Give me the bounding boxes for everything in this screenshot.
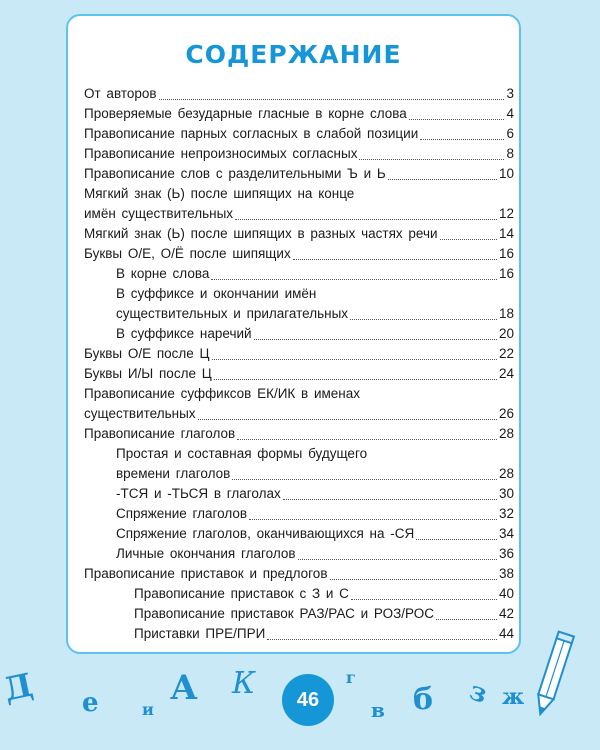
dot-leader	[293, 259, 497, 260]
dot-leader	[440, 239, 497, 240]
dot-leader	[212, 359, 497, 360]
decor-letter: г	[346, 668, 356, 687]
toc-entry-page: 16	[498, 266, 514, 281]
table-of-contents	[84, 84, 514, 644]
decor-letter: Д	[0, 665, 37, 709]
toc-entry-title: Правописание непроизносимых согласных	[84, 146, 358, 161]
pencil-icon	[523, 630, 583, 720]
toc-entry-page: 24	[498, 366, 514, 381]
toc-entry-title: Мягкий знак (Ь) после шипящих в разных частях речи	[84, 226, 438, 241]
dot-leader	[254, 339, 497, 340]
toc-entry	[84, 144, 514, 164]
toc-entry-title: Правописание приставок и предлогов	[84, 566, 328, 581]
decor-letter: К	[232, 666, 256, 701]
toc-entry	[84, 564, 514, 584]
toc-entry-title: Правописание слов с разделительными Ъ и Ь	[84, 166, 386, 181]
toc-entry	[84, 524, 514, 544]
dot-leader	[283, 499, 497, 500]
dot-leader	[351, 599, 497, 600]
toc-entry	[84, 584, 514, 604]
toc-entry	[84, 604, 514, 624]
decor-letter: з	[465, 676, 492, 710]
toc-entry-title: От авторов	[84, 86, 157, 101]
dot-leader	[409, 119, 505, 120]
decor-letter: и	[142, 700, 154, 719]
dot-leader	[420, 139, 504, 140]
toc-entry-page: 26	[498, 406, 514, 421]
toc-entry	[84, 324, 514, 344]
toc-entry	[84, 344, 514, 364]
toc-entry-title: -ТСЯ и -ТЬСЯ в глаголах	[116, 486, 281, 501]
toc-entry	[84, 284, 514, 324]
toc-entry-page: 6	[506, 126, 514, 141]
toc-entry	[84, 624, 514, 644]
dot-leader	[267, 639, 497, 640]
page-number-badge: 46	[282, 674, 334, 726]
toc-entry-page: 16	[498, 246, 514, 261]
toc-entry-title-continued: существительных и прилагательных	[116, 306, 349, 321]
toc-entry-title: Правописание приставок с З и С	[134, 586, 349, 601]
toc-entry-page: 40	[498, 586, 514, 601]
toc-entry-page: 20	[498, 326, 514, 341]
toc-entry	[84, 484, 514, 504]
toc-entry-title: Простая и составная формы будущего	[116, 446, 368, 461]
toc-entry-page: 10	[498, 166, 514, 181]
toc-entry-title-continued: существительных	[84, 406, 196, 421]
toc-entry-title: Правописание суффиксов ЕК/ИК в именах	[84, 386, 361, 401]
toc-entry-page: 28	[498, 426, 514, 441]
dot-leader	[232, 479, 497, 480]
toc-entry	[84, 124, 514, 144]
toc-entry	[84, 244, 514, 264]
toc-entry-title: Личные окончания глаголов	[116, 546, 296, 561]
toc-entry-title: Мягкий знак (Ь) после шипящих на конце	[84, 186, 355, 201]
toc-entry-page: 3	[506, 86, 514, 101]
toc-entry	[84, 184, 514, 224]
dot-leader	[298, 559, 497, 560]
toc-entry-page: 30	[498, 486, 514, 501]
toc-entry-title: Буквы И/Ы после Ц	[84, 366, 212, 381]
toc-entry-title-continued: имён существительных	[84, 206, 234, 221]
dot-leader	[159, 99, 505, 100]
toc-entry-title: Спряжение глаголов	[116, 506, 248, 521]
toc-entry-page: 18	[498, 306, 514, 321]
toc-entry-page: 36	[498, 546, 514, 561]
toc-entry-page: 44	[498, 626, 514, 641]
decor-letter: е	[82, 688, 99, 718]
toc-entry-title: Правописание приставок РАЗ/РАС и РОЗ/РОС	[134, 606, 434, 621]
dot-leader	[237, 439, 497, 440]
toc-entry-page: 12	[498, 206, 514, 221]
toc-entry-title: Правописание парных согласных в слабой позиции	[84, 126, 419, 141]
toc-entry	[84, 84, 514, 104]
toc-entry-page: 32	[498, 506, 514, 521]
toc-entry-title: В суффиксе и окончании имён	[116, 286, 317, 301]
toc-entry-page: 34	[498, 526, 514, 541]
dot-leader	[359, 159, 504, 160]
toc-entry-title: В корне слова	[116, 266, 210, 281]
dot-leader	[235, 219, 497, 220]
page-title: СОДЕРЖАНИЕ	[185, 40, 402, 69]
decor-letter: ж	[502, 684, 525, 710]
toc-entry	[84, 224, 514, 244]
toc-entry-title: В суффиксе наречий	[116, 326, 252, 341]
toc-entry	[84, 544, 514, 564]
toc-entry-page: 42	[498, 606, 514, 621]
toc-entry-title: Приставки ПРЕ/ПРИ	[134, 626, 266, 641]
toc-entry-title: Буквы О/Е после Ц	[84, 346, 210, 361]
toc-entry-title: Правописание глаголов	[84, 426, 236, 441]
dot-leader	[416, 539, 497, 540]
toc-entry-page: 22	[498, 346, 514, 361]
toc-entry-title: Спряжение глаголов, оканчивающихся на -СЯ	[116, 526, 415, 541]
dot-leader	[198, 419, 497, 420]
toc-entry-title: Буквы О/Е, О/Ё после шипящих	[84, 246, 291, 261]
toc-entry	[84, 384, 514, 424]
toc-entry	[84, 444, 514, 484]
toc-entry	[84, 104, 514, 124]
dot-leader	[214, 379, 497, 380]
dot-leader	[436, 619, 497, 620]
toc-entry-page: 4	[506, 106, 514, 121]
toc-entry-page: 8	[506, 146, 514, 161]
toc-entry	[84, 504, 514, 524]
toc-entry	[84, 264, 514, 284]
toc-entry-page: 14	[498, 226, 514, 241]
decor-letter: в	[371, 698, 385, 722]
dot-leader	[249, 519, 497, 520]
dot-leader	[350, 319, 497, 320]
dot-leader	[211, 279, 497, 280]
decor-letter: б	[413, 682, 434, 717]
dot-leader	[330, 579, 497, 580]
toc-entry	[84, 364, 514, 384]
toc-entry	[84, 424, 514, 444]
dot-leader	[388, 179, 497, 180]
toc-entry-page: 38	[498, 566, 514, 581]
toc-entry	[84, 164, 514, 184]
toc-entry-page: 28	[498, 466, 514, 481]
toc-entry-title: Проверяемые безударные гласные в корне слова	[84, 106, 407, 121]
toc-entry-title-continued: времени глаголов	[116, 466, 231, 481]
decor-letter: А	[170, 668, 198, 708]
